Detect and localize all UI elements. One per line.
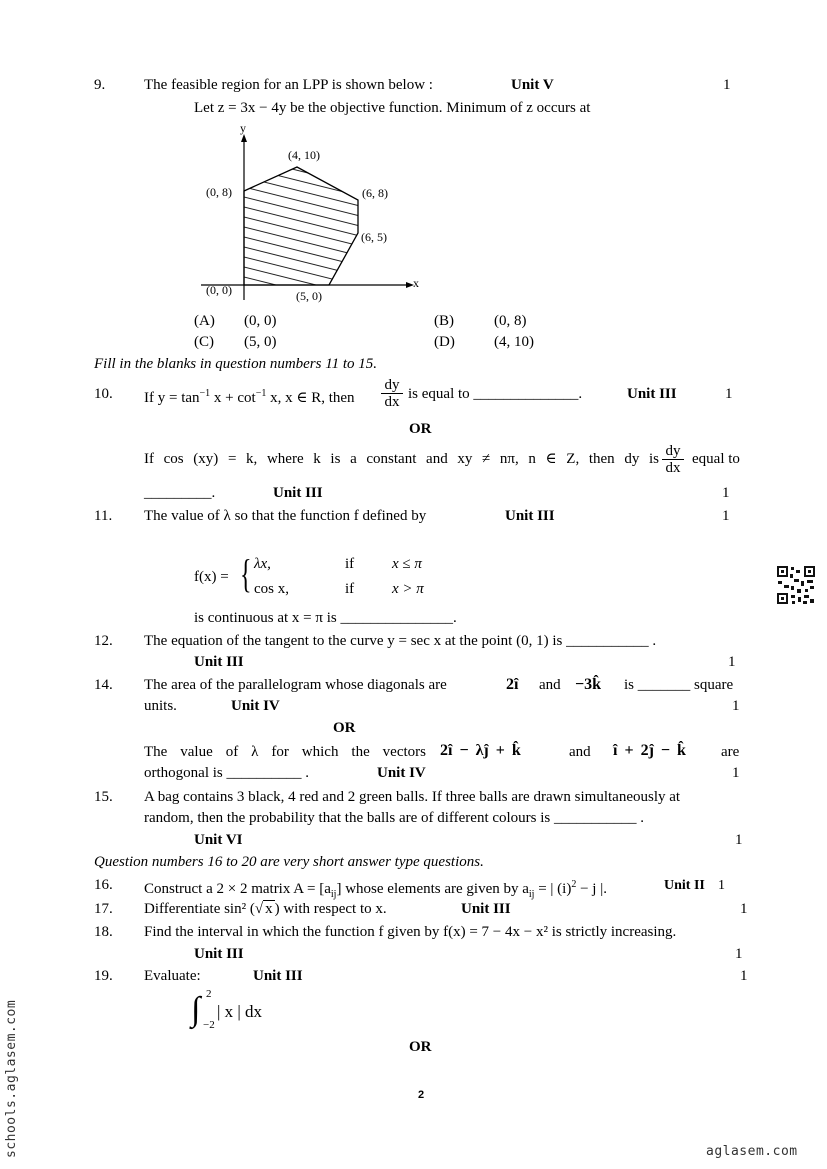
fill-blanks-heading: Fill in the blanks in question numbers 11 to 15. (94, 356, 378, 372)
q14-number: 14. (94, 677, 113, 693)
q11-fx: f(x) = (194, 569, 229, 585)
point-label-6-5: (6, 5) (361, 230, 387, 244)
q17-marks: 1 (740, 901, 748, 917)
q14-alt-vector-1: 2î − λĵ + k̂ (440, 742, 521, 759)
y-axis-label: y (240, 121, 246, 135)
q18-number: 18. (94, 924, 113, 940)
q14-units: units. (144, 698, 177, 714)
q17-unit: Unit III (461, 901, 511, 917)
q17-number: 17. (94, 901, 113, 917)
q11-brace: { (240, 551, 252, 596)
q14-alt-text: The value of λ for which the vectors (144, 744, 426, 760)
q15-line-2: random, then the probability that the balls are of different colours is ___________ . (144, 810, 645, 826)
q14-alt-orthogonal: orthogonal is __________ . (144, 765, 309, 781)
q15-unit: Unit VI (194, 832, 243, 848)
q19-unit: Unit III (253, 968, 303, 984)
feasible-region-graph (196, 120, 436, 310)
q10-unit: Unit III (627, 386, 677, 402)
q9-option-c-key: (C) (194, 334, 214, 350)
q11-cond2: x > π (392, 581, 424, 597)
q14-alt-marks: 1 (732, 765, 740, 781)
q10-alt-end: equal to (692, 451, 740, 467)
q11-if1: if (345, 556, 355, 572)
q16-unit: Unit II (664, 878, 705, 893)
q15-marks: 1 (735, 832, 743, 848)
q16-number: 16. (94, 877, 113, 893)
q9-option-a-key: (A) (194, 313, 215, 329)
q19-marks: 1 (740, 968, 748, 984)
q10-marks: 1 (725, 386, 733, 402)
q9-objective: Let z = 3x − 4y be the objective function. Minimum of z occurs at (194, 100, 591, 116)
q10-number: 10. (94, 386, 113, 402)
q9-option-c-value: (5, 0) (244, 334, 277, 350)
q14-vector-1: 2î (506, 676, 519, 693)
q9-unit: Unit V (511, 77, 554, 93)
q10-alt-blank: _________. (144, 485, 216, 501)
q14-or: OR (333, 720, 356, 736)
point-label-0-0: (0, 0) (206, 283, 232, 297)
q17-text: Differentiate sin² (√ x ) with respect to x. (144, 901, 387, 917)
integral-upper-limit: 2 (206, 988, 212, 1000)
side-watermark: schools.aglasem.com (4, 999, 19, 1158)
q12-text: The equation of the tangent to the curve y = sec x at the point (0, 1) is ___________ . (144, 633, 657, 649)
q10-or: OR (409, 421, 432, 437)
q11-case2: cos x, (254, 581, 289, 597)
q16-text: Construct a 2 × 2 matrix $A = [a_{ij}]$ whose elements are given by $a_{ij}$ = | $(i)^2 - j$ |. (144, 879, 607, 900)
point-label-0-8: (0, 8) (206, 185, 232, 199)
q9-number: 9. (94, 77, 106, 93)
q10-text: If $y = \tan^{-1} x + \cot^{-1} x$, x ∈ R, then (144, 388, 355, 406)
q14-and: and (539, 677, 561, 693)
q11-tail: is continuous at x = π is _______________. (194, 610, 457, 626)
very-short-answer-heading: Question numbers 16 to 20 are very short answer type questions. (94, 854, 484, 870)
q12-number: 12. (94, 633, 113, 649)
q11-unit: Unit III (505, 508, 555, 524)
q14-vector-2: −3k̂ (575, 676, 602, 693)
q10-dy-dx-fraction: $\frac{dy}{dx}$ (381, 377, 403, 410)
q9-text: The feasible region for an LPP is shown below : (144, 77, 433, 93)
point-label-4-10: (4, 10) (288, 148, 320, 162)
q15-line-1: A bag contains 3 black, 4 red and 2 green balls. If three balls are drawn simultaneously at (144, 789, 681, 805)
q12-unit: Unit III (194, 654, 244, 670)
q10-alt-unit: Unit III (273, 485, 323, 501)
feasible-region-outline (244, 167, 358, 285)
integral-lower-limit: −2 (203, 1019, 215, 1031)
q10-alt-dy-dx-fraction: $\frac{dy}{dx}$ (662, 443, 684, 476)
integral-symbol: ∫ (191, 991, 201, 1028)
q14-alt-and: and (569, 744, 591, 760)
q11-if2: if (345, 581, 355, 597)
q9-option-d-value: (4, 10) (494, 334, 534, 350)
q18-text: Find the interval in which the function f given by f(x) = 7 − 4x − x² is strictly increasing. (144, 924, 677, 940)
q14-alt-unit: Unit IV (377, 765, 426, 781)
q14-text: The area of the parallelogram whose diagonals are (144, 677, 447, 693)
q11-number: 11. (94, 508, 113, 524)
q19-text: Evaluate: (144, 968, 201, 984)
q11-case1: λx, (254, 556, 271, 572)
q16-marks: 1 (718, 878, 725, 893)
q14-alt-are: are (721, 744, 740, 760)
q19-number: 19. (94, 968, 113, 984)
q15-number: 15. (94, 789, 113, 805)
q10-text-end: is equal to ______________. (408, 386, 583, 402)
point-label-6-8: (6, 8) (362, 186, 388, 200)
q9-option-d-key: (D) (434, 334, 455, 350)
qr-code (776, 565, 816, 605)
q18-unit: Unit III (194, 946, 244, 962)
footer-watermark: aglasem.com (706, 1144, 798, 1159)
q12-marks: 1 (728, 654, 736, 670)
q18-marks: 1 (735, 946, 743, 962)
q14-unit: Unit IV (231, 698, 280, 714)
q9-option-b-key: (B) (434, 313, 454, 329)
q11-marks: 1 (722, 508, 730, 524)
q19-or: OR (409, 1039, 432, 1055)
q9-marks: 1 (723, 77, 731, 93)
q9-option-b-value: (0, 8) (494, 313, 527, 329)
page-number: 2 (418, 1089, 425, 1101)
q9-option-a-value: (0, 0) (244, 313, 277, 329)
q10-alt-text: If cos (xy) = k, where k is a constant and xy ≠ nπ, n ∈ Z, then dy is (144, 451, 659, 467)
q14-alt-vector-2: î + 2ĵ − k̂ (613, 742, 686, 759)
q14-marks: 1 (732, 698, 740, 714)
sqrt-symbol: √ (254, 901, 264, 917)
q10-alt-marks: 1 (722, 485, 730, 501)
q11-text: The value of λ so that the function f defined by (144, 508, 427, 524)
q11-cond1: x ≤ π (392, 556, 422, 572)
point-label-5-0: (5, 0) (296, 289, 322, 303)
integrand: | x | dx (217, 1002, 263, 1021)
q14-text-end: is _______ square (624, 677, 734, 693)
x-axis-label: x (413, 276, 419, 290)
